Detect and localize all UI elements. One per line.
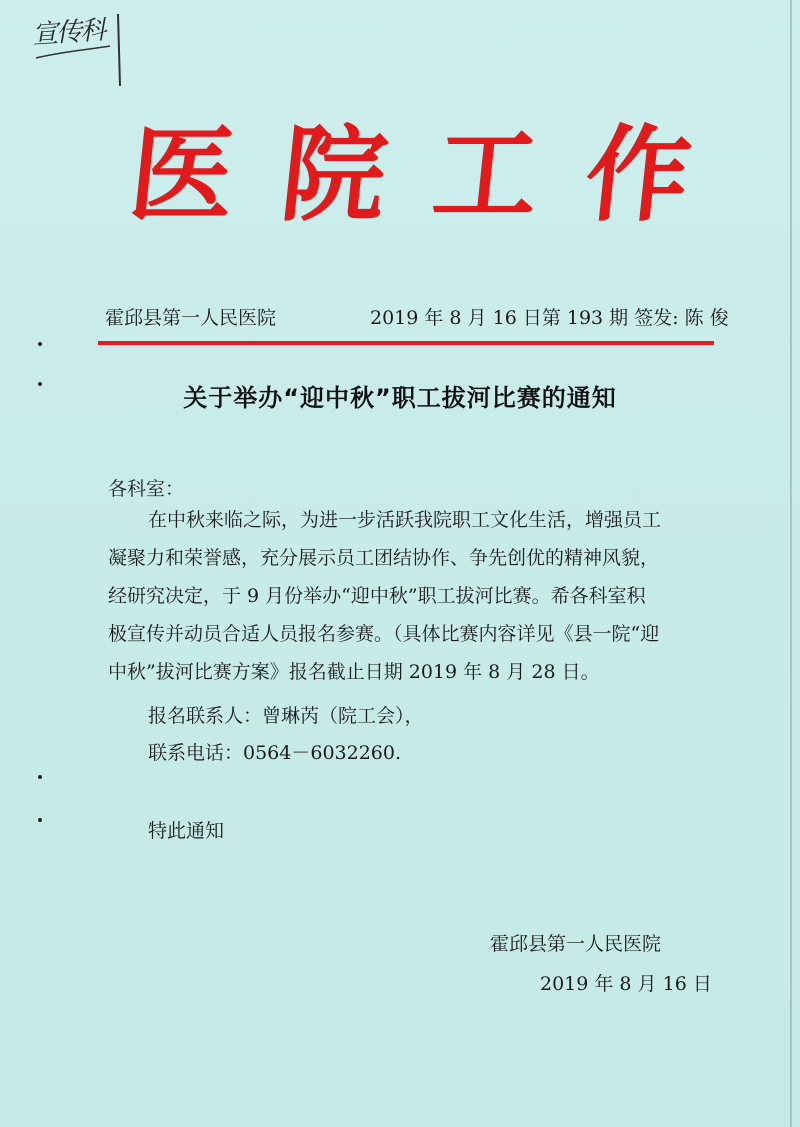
handwritten-note: 宣传科: [31, 15, 106, 51]
red-divider: [98, 341, 714, 345]
notice-title: 关于举办“迎中秋”职工拔河比赛的通知: [183, 384, 617, 412]
paragraph-line: 经研究决定，于 9 月份举办“迎中秋”职工拔河比赛。希各科室积: [108, 585, 646, 607]
scan-dot: [38, 775, 42, 779]
masthead-char: 医: [123, 113, 241, 236]
notice-paragraph: [108, 501, 708, 691]
signature-date: 2019 年 8 月 16 日: [540, 973, 712, 995]
paragraph-line: 极宣传并动员合适人员报名参赛。（具体比赛内容详见《县一院“迎: [108, 623, 660, 645]
scan-dot: [38, 818, 42, 822]
masthead-title: [123, 113, 697, 236]
contact-phone: 联系电话：0564－6032260.: [148, 742, 402, 764]
paragraph-line: 中秋”拔河比赛方案》报名截止日期 2019 年 8 月 28 日。: [108, 661, 600, 683]
scan-dot: [38, 342, 42, 346]
issue-organization: 霍邱县第一人民医院: [105, 307, 277, 329]
salutation: 各科室：: [108, 478, 185, 500]
contact-person: 报名联系人：曾琳芮（院工会），: [148, 705, 424, 727]
closing-text: 特此通知: [148, 820, 225, 842]
masthead-char: 院: [275, 113, 393, 236]
signature-organization: 霍邱县第一人民医院: [490, 933, 662, 955]
page-edge: [790, 0, 792, 1127]
issue-line: [105, 303, 729, 333]
paragraph-line: 在中秋来临之际，为进一步活跃我院职工文化生活，增强员工: [148, 509, 662, 531]
issue-info: 2019 年 8 月 16 日第 193 期 签发: 陈 俊: [370, 307, 729, 329]
masthead-char: 工: [427, 113, 545, 236]
paragraph-line: 凝聚力和荣誉感，充分展示员工团结协作、争先创优的精神风貌，: [108, 547, 660, 569]
masthead-char: 作: [579, 113, 697, 236]
